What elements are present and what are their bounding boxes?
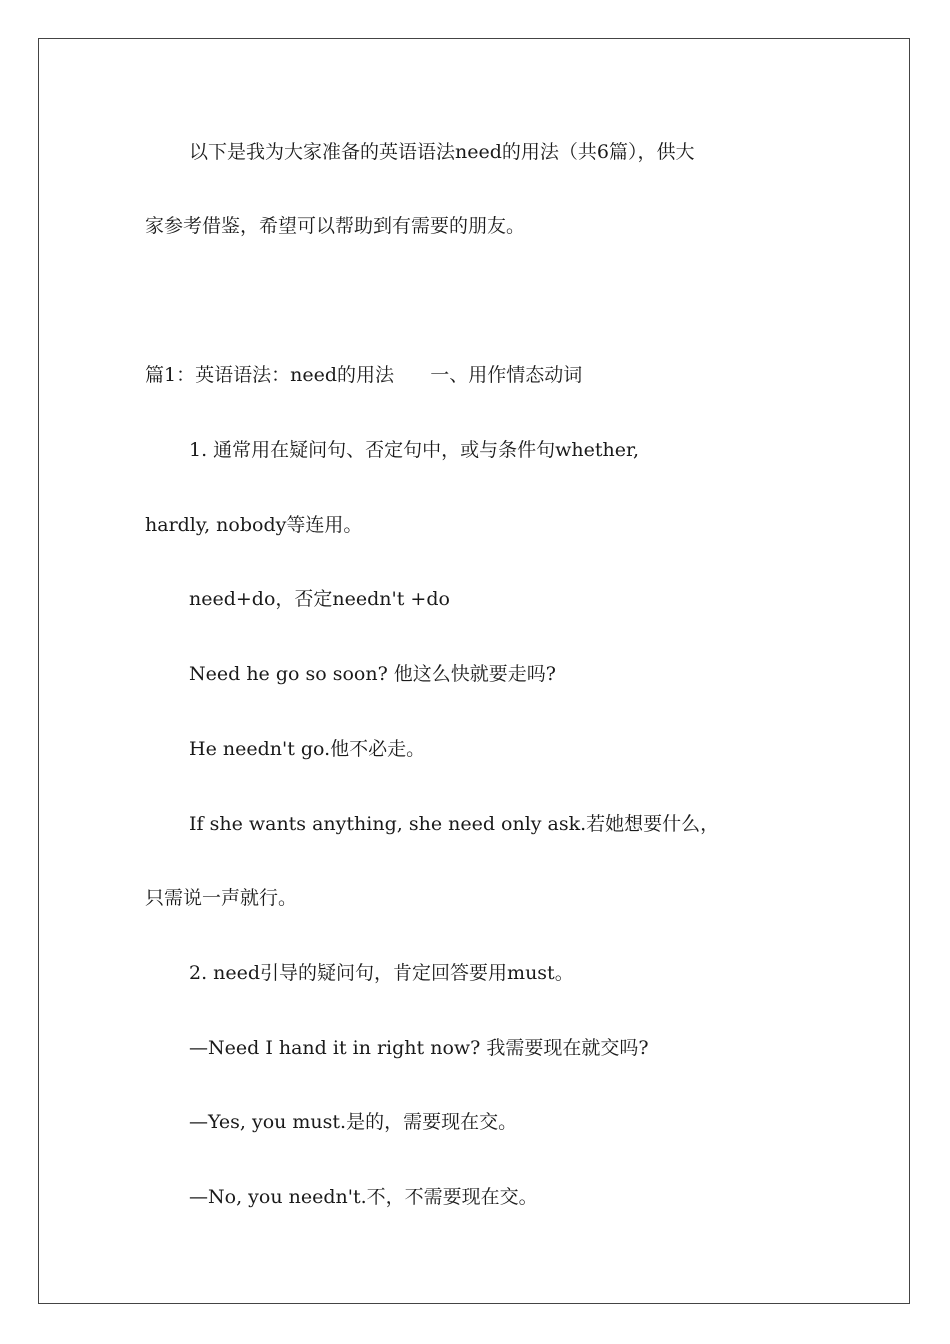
point-1-line-1: 1. 通常用在疑问句、否定句中，或与条件句whether,: [189, 439, 640, 461]
intro-line-1: 以下是我为大家准备的英语语法need的用法（共6篇），供大: [189, 141, 695, 163]
example-1: Need he go so soon? 他这么快就要走吗?: [189, 663, 556, 685]
intro-line-2: 家参考借鉴，希望可以帮助到有需要的朋友。: [145, 215, 526, 237]
example-2: He needn't go.他不必走。: [189, 738, 426, 760]
example-3-line-2: 只需说一声就行。: [145, 887, 298, 909]
section-title: 篇1：英语语法：need的用法 一、用作情态动词: [145, 364, 583, 386]
dialog-line-2: —Yes, you must.是的，需要现在交。: [189, 1111, 518, 1133]
point-2: 2. need引导的疑问句，肯定回答要用must。: [189, 962, 574, 984]
form-need-do: need+do，否定needn't +do: [189, 588, 450, 610]
dialog-line-3: —No, you needn't.不，不需要现在交。: [189, 1186, 538, 1208]
example-3-line-1: If she wants anything, she need only ask.若她想要什么，: [189, 813, 720, 835]
dialog-line-1: —Need I hand it in right now? 我需要现在就交吗?: [189, 1037, 649, 1059]
point-1-line-2: hardly, nobody等连用。: [145, 514, 363, 536]
